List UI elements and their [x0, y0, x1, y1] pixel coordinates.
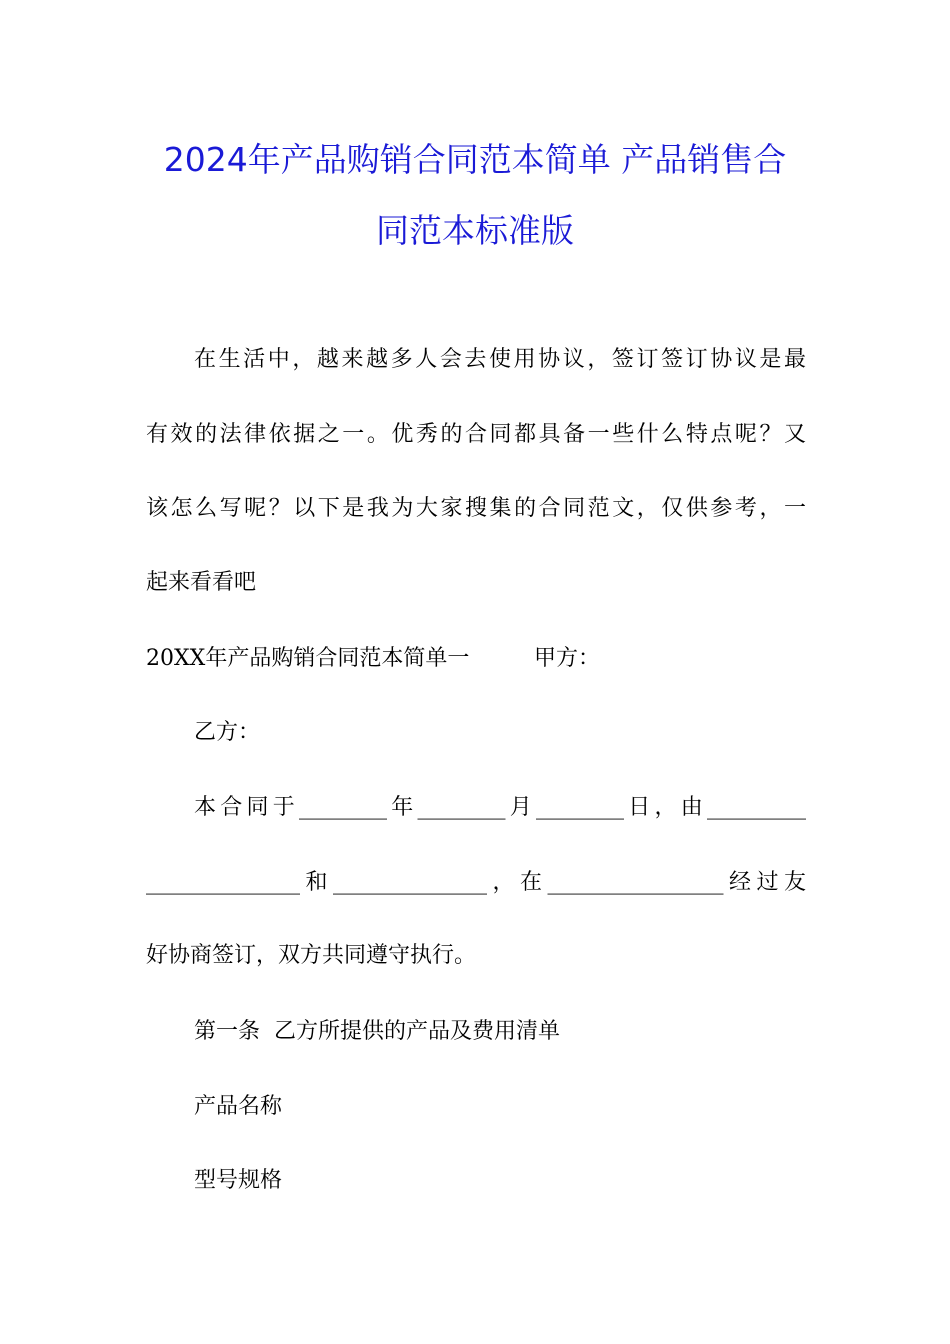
document-title-line-1: 2024年产品购销合同范本简单 产品销售合	[163, 140, 787, 179]
product-name-label: 产品名称	[194, 1094, 283, 1119]
contract-date-line-3: 好协商签订，双方共同遵守执行。	[146, 943, 477, 968]
section-heading: 20XX年产品购销合同范本简单一	[146, 646, 470, 671]
party-b-label: 乙方：	[194, 720, 261, 745]
clause-1-heading: 第一条 乙方所提供的产品及费用清单	[194, 1019, 560, 1044]
contract-date-line-1: 本合同于________年________月________日，由_________	[194, 795, 806, 820]
intro-paragraph-line-3: 该怎么写呢？以下是我为大家搜集的合同范文，仅供参考，一	[146, 496, 806, 521]
contract-date-line-2: ______________和______________，在________________经过友	[146, 870, 806, 895]
intro-paragraph-line-2: 有效的法律依据之一。优秀的合同都具备一些什么特点呢？又	[146, 422, 806, 447]
model-spec-label: 型号规格	[194, 1168, 283, 1193]
intro-paragraph-line-1: 在生活中，越来越多人会去使用协议，签订签订协议是最	[194, 347, 806, 372]
intro-paragraph-line-4: 起来看看吧	[146, 570, 257, 595]
party-a-label: 甲方：	[534, 646, 601, 671]
document-title-line-2: 同范本标准版	[376, 211, 574, 250]
